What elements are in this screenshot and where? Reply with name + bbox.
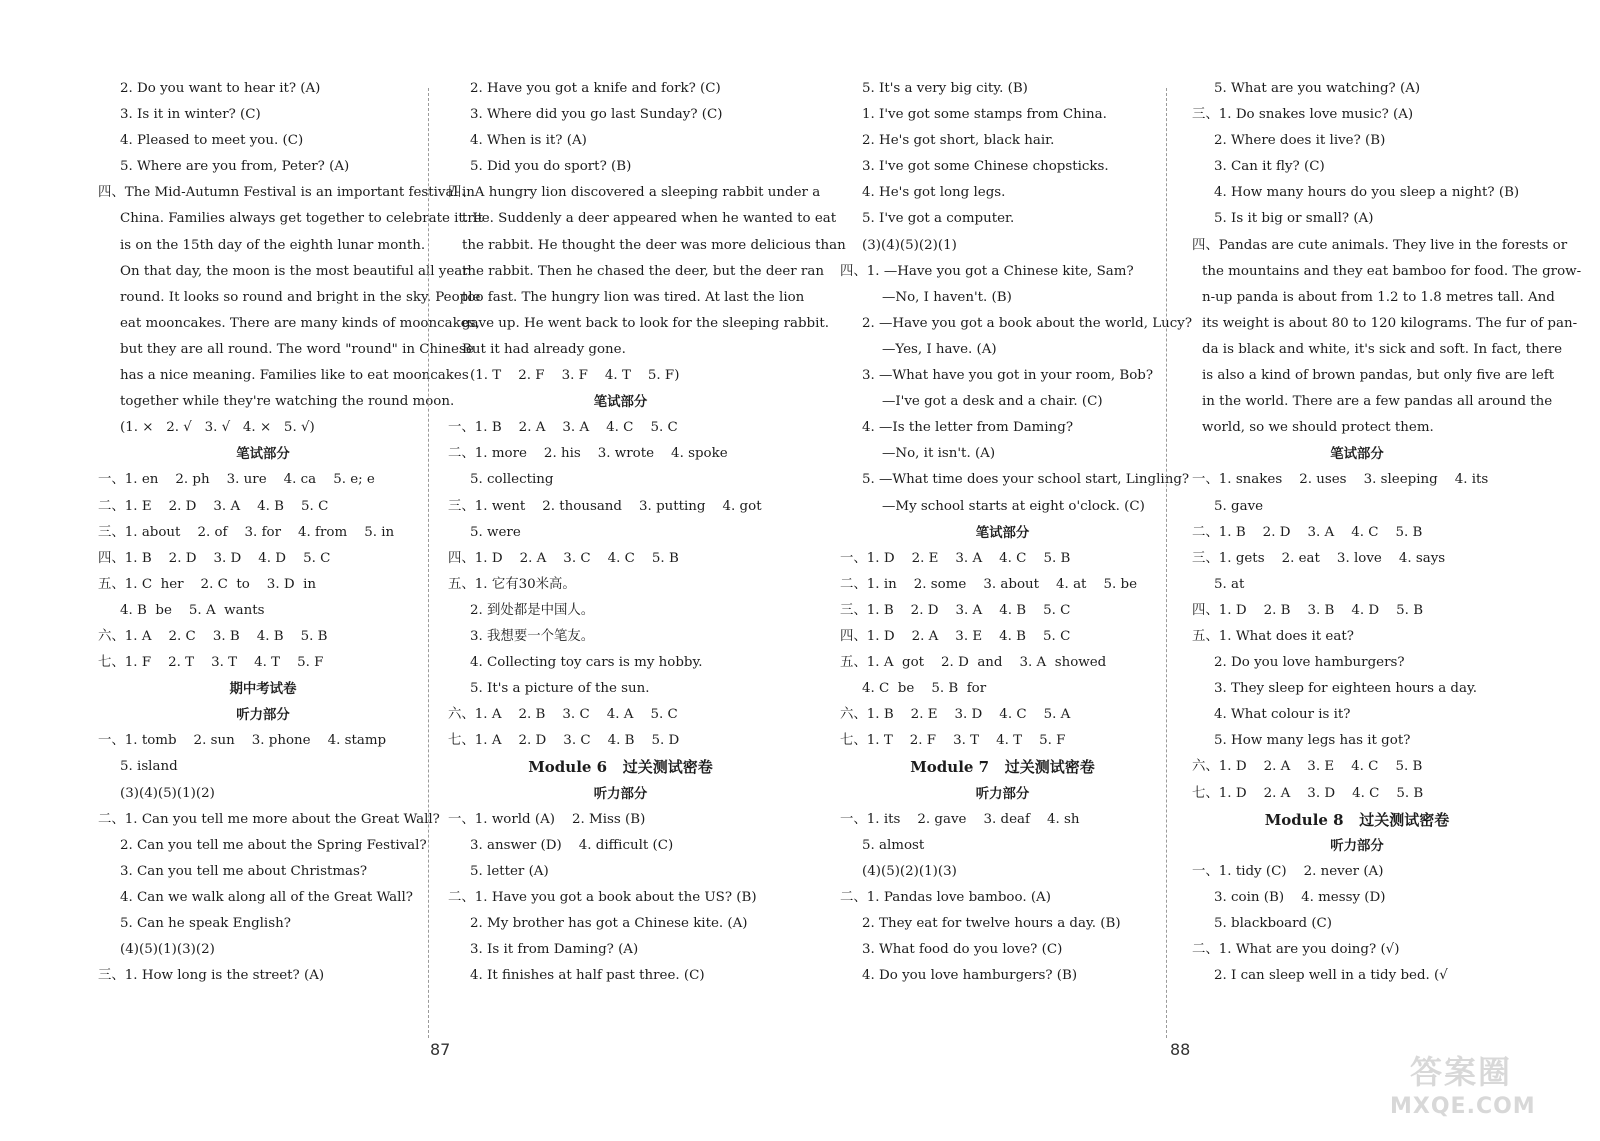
answer-line: 3. Is it from Daming? (A)	[470, 942, 639, 958]
answer-line: 四、1. D 2. B 3. B 4. D 5. B	[1192, 602, 1424, 618]
exam-title: 期中考试卷	[229, 681, 297, 698]
answer-line: 2. Do you want to hear it? (A)	[120, 81, 321, 96]
answer-line: 4. —Is the letter from Daming?	[862, 420, 1074, 436]
answer-line: 5. Did you do sport? (B)	[470, 159, 632, 175]
answer-line: 一、1. D 2. E 3. A 4. C 5. B	[840, 550, 1071, 566]
answer-line: 四、1. D 2. A 3. E 4. B 5. C	[840, 628, 1071, 644]
watermark-url: MXQE.COM	[1390, 1094, 1536, 1119]
answer-line: 3. Can it fly? (C)	[1214, 159, 1325, 175]
passage-line: but they are all round. The word "round" in Chinese	[120, 341, 474, 357]
answer-line: 3. answer (D) 4. difficult (C)	[470, 837, 674, 853]
answer-line: 5. almost	[862, 837, 925, 853]
answer-line: 4. B be 5. A wants	[120, 602, 265, 618]
answer-line: 二、1. Have you got a book about the US? (B)	[448, 889, 757, 905]
answer-line: 2. He's got short, black hair.	[862, 133, 1055, 149]
answer-line: 三、1. Do snakes love music? (A)	[1192, 107, 1414, 123]
passage-line: 四、The Mid-Autumn Festival is an important festival in	[98, 185, 475, 201]
passage-line: too fast. The hungry lion was tired. At last the lion	[462, 289, 805, 305]
answer-line: 3. They sleep for eighteen hours a day.	[1214, 681, 1478, 697]
answer-line: 3. 我想要一个笔友。	[470, 628, 595, 644]
answer-line: 二、1. in 2. some 3. about 4. at 5. be	[840, 576, 1137, 592]
passage-line: the rabbit. He thought the deer was more delicious than	[462, 237, 846, 253]
answer-line: 七、1. A 2. D 3. C 4. B 5. D	[448, 733, 680, 749]
column-3	[840, 76, 1193, 989]
answer-line: 5. island	[120, 759, 178, 775]
passage-line: round. It looks so round and bright in the sky. People	[120, 289, 481, 305]
answer-line: 4. Pleased to meet you. (C)	[120, 133, 304, 149]
answer-line: 2. I can sleep well in a tidy bed. (√	[1214, 968, 1448, 984]
answer-line: 5. —What time does your school start, Lingling?	[862, 472, 1190, 488]
answer-line: 三、1. How long is the street? (A)	[98, 968, 325, 984]
answer-line: 一、1. world (A) 2. Miss (B)	[448, 811, 646, 827]
answer-line: 2. Where does it live? (B)	[1214, 133, 1386, 149]
page-number-left: 87	[430, 1040, 451, 1059]
answer-line: 4. Do you love hamburgers? (B)	[862, 968, 1078, 984]
passage-line: gave up. He went back to look for the sleeping rabbit.	[462, 315, 830, 331]
answer-line: 2. My brother has got a Chinese kite. (A)	[470, 916, 748, 931]
answer-line: 三、1. about 2. of 3. for 4. from 5. in	[98, 524, 395, 540]
passage-line: in the world. There are a few pandas all around the	[1202, 394, 1553, 410]
passage-line: its weight is about 80 to 120 kilograms. The fur of pan-	[1202, 315, 1578, 331]
column-divider	[428, 88, 429, 1038]
answer-line: 2. —Have you got a book about the world, Lucy?	[862, 315, 1193, 331]
answer-line: 5. I've got a computer.	[862, 211, 1015, 227]
answer-line: 2. Do you love hamburgers?	[1214, 655, 1405, 671]
answer-line: 5. gave	[1214, 498, 1264, 514]
answer-line: 5. It's a picture of the sun.	[470, 681, 650, 697]
answer-line: 六、1. A 2. B 3. C 4. A 5. C	[448, 707, 678, 723]
answer-line: 2. 到处都是中国人。	[470, 602, 595, 618]
passage-line: has a nice meaning. Families like to eat mooncakes	[120, 368, 469, 384]
answer-line: 六、1. A 2. C 3. B 4. B 5. B	[98, 628, 328, 644]
answer-line: 三、1. went 2. thousand 3. putting 4. got	[448, 498, 762, 514]
passage-line: world, so we should protect them.	[1202, 420, 1434, 436]
answer-line: 五、1. What does it eat?	[1192, 628, 1354, 644]
answer-line: 三、1. gets 2. eat 3. love 4. says	[1192, 550, 1446, 566]
answer-line: 5. It's a very big city. (B)	[862, 81, 1028, 96]
answer-line: 2. Have you got a knife and fork? (C)	[470, 81, 721, 96]
module-title: Module 7 过关测试密卷	[910, 758, 1095, 777]
answer-line: 5. Is it big or small? (A)	[1214, 211, 1374, 227]
answer-line: —My school starts at eight o'clock. (C)	[882, 498, 1145, 514]
answer-line: 3. —What have you got in your room, Bob?	[862, 368, 1154, 384]
answer-line: 六、1. B 2. E 3. D 4. C 5. A	[840, 707, 1071, 723]
page-number-right: 88	[1170, 1040, 1191, 1059]
passage-line: is also a kind of brown pandas, but only five are left	[1202, 368, 1555, 384]
answer-line: 2. They eat for twelve hours a day. (B)	[862, 916, 1121, 931]
answer-line: 4. Collecting toy cars is my hobby.	[470, 655, 703, 671]
answer-line: (1. T 2. F 3. F 4. T 5. F)	[470, 368, 680, 384]
answer-line: 一、1. tidy (C) 2. never (A)	[1192, 863, 1384, 879]
answer-line: 四、1. —Have you got a Chinese kite, Sam?	[840, 263, 1134, 279]
passage-line: n-up panda is about from 1.2 to 1.8 metres tall. And	[1202, 289, 1555, 305]
answer-line: 1. I've got some stamps from China.	[862, 107, 1107, 123]
answer-line: 四、1. B 2. D 3. D 4. D 5. C	[98, 550, 331, 566]
answer-line: 5. at	[1214, 576, 1245, 592]
answer-line: 二、1. more 2. his 3. wrote 4. spoke	[448, 446, 728, 462]
section-heading: 笔试部分	[1330, 446, 1384, 463]
answer-line: 3. Is it in winter? (C)	[120, 107, 261, 123]
answer-line: 5. blackboard (C)	[1214, 916, 1333, 931]
passage-line: But it had already gone.	[462, 341, 626, 357]
answer-line: 七、1. T 2. F 3. T 4. T 5. F	[840, 733, 1066, 749]
section-heading: 笔试部分	[593, 394, 648, 411]
answer-line: 3. What food do you love? (C)	[862, 942, 1063, 958]
answer-line: (1. × 2. √ 3. √ 4. × 5. √)	[120, 420, 315, 436]
answer-line: 2. Can you tell me about the Spring Festival?	[120, 837, 427, 853]
answer-line: 4. C be 5. B for	[862, 681, 987, 697]
section-heading: 听力部分	[975, 785, 1030, 802]
section-heading: 笔试部分	[236, 446, 290, 463]
answer-line: 4. What colour is it?	[1214, 707, 1351, 723]
answer-line: —I've got a desk and a chair. (C)	[882, 394, 1103, 410]
answer-line: 二、1. Pandas love bamboo. (A)	[840, 889, 1051, 905]
answer-line: 一、1. tomb 2. sun 3. phone 4. stamp	[98, 733, 387, 749]
answer-line: 4. Can we walk along all of the Great Wall?	[120, 889, 413, 905]
answer-line: 一、1. en 2. ph 3. ure 4. ca 5. e; e	[98, 472, 375, 488]
module-title: Module 8 过关测试密卷	[1264, 810, 1450, 829]
answer-line: 二、1. What are you doing? (√)	[1192, 942, 1400, 958]
answer-line: 4. When is it? (A)	[470, 133, 587, 149]
answer-line: 5. How many legs has it got?	[1214, 733, 1411, 749]
answer-line: 五、1. C her 2. C to 3. D in	[98, 576, 316, 592]
column-4	[1192, 76, 1582, 989]
watermark-logo	[1390, 1052, 1580, 1136]
answer-line: (4)(5)(1)(3)(2)	[120, 942, 215, 958]
section-heading: 笔试部分	[975, 524, 1030, 541]
answer-line: —Yes, I have. (A)	[882, 341, 997, 357]
answer-line: 5. What are you watching? (A)	[1214, 81, 1421, 96]
answer-line: 5. letter (A)	[470, 863, 549, 879]
answer-line: —No, it isn't. (A)	[882, 446, 996, 462]
passage-line: the mountains and they eat bamboo for food. The grow-	[1202, 263, 1582, 279]
answer-line: 二、1. E 2. D 3. A 4. B 5. C	[98, 498, 329, 514]
answer-line: 5. collecting	[470, 472, 554, 488]
passage-line: eat mooncakes. There are many kinds of mooncakes,	[120, 315, 480, 331]
answer-line: 六、1. D 2. A 3. E 4. C 5. B	[1192, 759, 1423, 775]
passage-line: 四、A hungry lion discovered a sleeping rabbit under a	[448, 185, 821, 201]
passage-line: China. Families always get together to celebrate it. It	[120, 211, 483, 227]
answer-line: 七、1. F 2. T 3. T 4. T 5. F	[98, 655, 324, 671]
passage-line: tree. Suddenly a deer appeared when he wanted to eat	[462, 211, 837, 227]
answer-line: 五、1. 它有30米高。	[448, 576, 576, 592]
answer-line: (3)(4)(5)(2)(1)	[862, 237, 957, 253]
answer-line: 3. coin (B) 4. messy (D)	[1214, 889, 1386, 905]
answer-line: 一、1. snakes 2. uses 3. sleeping 4. its	[1192, 472, 1489, 488]
passage-line: the rabbit. Then he chased the deer, but the deer ran	[462, 263, 824, 279]
answer-line: 四、1. D 2. A 3. C 4. C 5. B	[448, 550, 679, 566]
answer-line: 一、1. its 2. gave 3. deaf 4. sh	[840, 811, 1080, 827]
watermark-title: 答案圈	[1410, 1053, 1513, 1091]
column-divider	[1166, 88, 1167, 1038]
answer-line: 4. How many hours do you sleep a night? (B)	[1214, 185, 1520, 201]
passage-line: On that day, the moon is the most beautiful all year	[120, 263, 469, 279]
answer-line: 5. were	[470, 524, 521, 540]
answer-line: 5. Can he speak English?	[120, 916, 291, 931]
column-1	[98, 76, 483, 989]
section-heading: 听力部分	[593, 785, 648, 802]
answer-line: 三、1. B 2. D 3. A 4. B 5. C	[840, 602, 1071, 618]
answer-line: 4. It finishes at half past three. (C)	[470, 968, 705, 984]
answer-line: —No, I haven't. (B)	[882, 289, 1012, 305]
answer-line: 5. Where are you from, Peter? (A)	[120, 159, 350, 175]
answer-line: 4. He's got long legs.	[862, 185, 1006, 201]
answer-line: (3)(4)(5)(1)(2)	[120, 785, 215, 801]
answer-line: 一、1. B 2. A 3. A 4. C 5. C	[448, 420, 678, 436]
passage-line: is on the 15th day of the eighth lunar month.	[120, 237, 426, 253]
passage-line: da is black and white, it's sick and soft. In fact, there	[1202, 341, 1563, 357]
answer-line: 七、1. D 2. A 3. D 4. C 5. B	[1192, 785, 1424, 801]
section-heading: 听力部分	[1330, 837, 1384, 854]
answer-line: 3. Where did you go last Sunday? (C)	[470, 107, 723, 123]
column-2	[448, 76, 846, 989]
section-heading: 听力部分	[236, 707, 290, 724]
answer-line: 3. I've got some Chinese chopsticks.	[862, 159, 1109, 175]
passage-line: together while they're watching the round moon.	[120, 394, 455, 410]
right-page	[800, 0, 1600, 1141]
passage-line: 四、Pandas are cute animals. They live in the forests or	[1192, 237, 1568, 253]
answer-line: 3. Can you tell me about Christmas?	[120, 863, 368, 879]
module-title: Module 6 过关测试密卷	[528, 758, 713, 777]
answer-line: (4)(5)(2)(1)(3)	[862, 863, 957, 879]
answer-line: 二、1. B 2. D 3. A 4. C 5. B	[1192, 524, 1423, 540]
answer-line: 二、1. Can you tell me more about the Great Wall?	[98, 811, 440, 827]
answer-line: 五、1. A got 2. D and 3. A showed	[840, 655, 1107, 671]
